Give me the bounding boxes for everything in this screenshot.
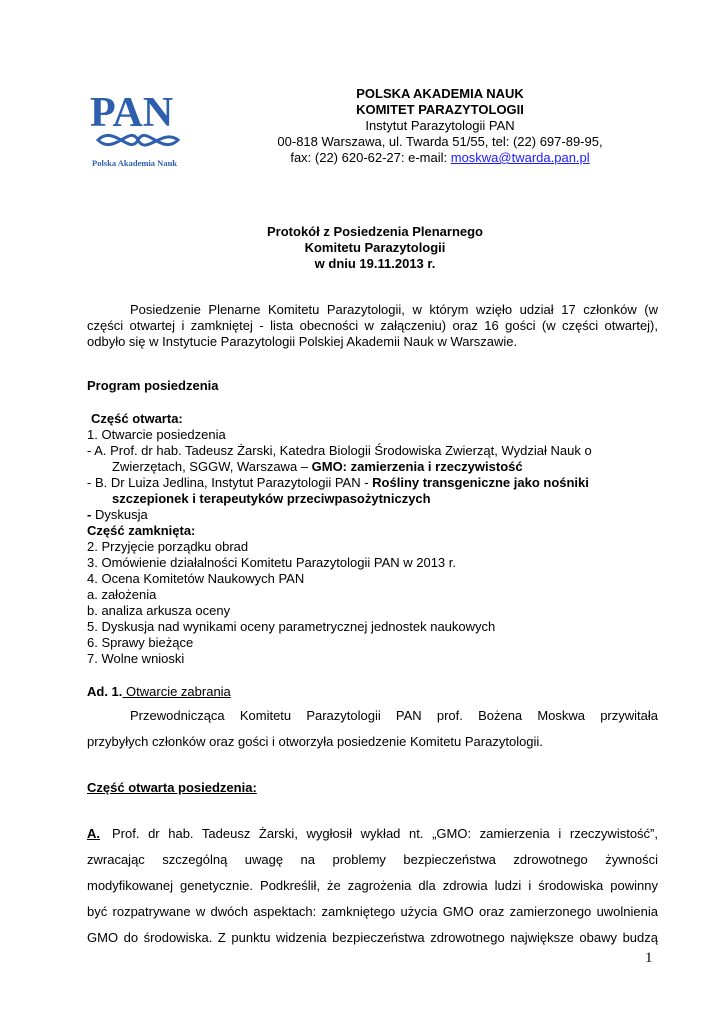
program-item-a: - A. Prof. dr hab. Tadeusz Żarski, Katedra Biologii Środowiska Zwierząt, Wydział Nauk o: [87, 443, 592, 458]
program-item-a-affil: Zwierzętach, SGGW, Warszawa –: [112, 459, 312, 474]
ad1-line-2: przybyłych członków oraz gości i otworzyła posiedzenie Komitetu Parazytologii.: [87, 734, 543, 749]
program-item-a-cont: [112, 459, 523, 475]
pan-logo: [86, 84, 186, 174]
program-item-1: 1. Otwarcie posiedzenia: [87, 427, 226, 442]
program-item-b-cont: szczepionek i terapeutyków przeciwpasożytniczych: [112, 491, 431, 506]
discussion-dash: -: [87, 507, 95, 522]
intro-line-2: części otwartej i zamkniętej - lista obecności w załączeniu) oraz 16 gości (w części otwartej),: [87, 318, 658, 333]
intro-line-1: Posiedzenie Plenarne Komitetu Parazytologii, w którym wzięło udział 17 członków (w: [130, 302, 658, 317]
program-item-4a: a. założenia: [87, 587, 157, 602]
header-contact: [200, 150, 680, 166]
page-number: 1: [645, 950, 653, 966]
ad1-line-1: Przewodnicząca Komitetu Parazytologii PAN prof. Bożena Moskwa przywitała: [130, 708, 658, 723]
closed-part-heading: Część zamknięta:: [87, 523, 196, 538]
header-fax: fax: (22) 620-62-27: e-mail:: [290, 150, 451, 165]
section-a-line-4: być rozpatrywane w dwóch aspektach: zamkniętego użycia GMO oraz zamierzonego uwolnienia: [87, 904, 658, 919]
open-part-heading: Część otwarta:: [91, 411, 183, 426]
program-item-2: 2. Przyjęcie porządku obrad: [87, 539, 249, 554]
program-item-b-speaker: - B. Dr Luiza Jedlina, Instytut Parazytologii PAN -: [87, 475, 373, 490]
program-item-3: 3. Omówienie działalności Komitetu Parazytologii PAN w 2013 r.: [87, 555, 456, 570]
doc-title-date: w dniu 19.11.2013 r.: [314, 256, 436, 271]
program-item-b: [87, 475, 589, 491]
logo-text: PAN: [90, 90, 174, 136]
program-discussion: [87, 507, 148, 523]
ad1-label: Ad. 1.: [87, 684, 123, 699]
section-a-line-5: GMO do środowiska. Z punktu widzenia bezpieczeństwa zdrowotnego największe obawy budzą: [87, 930, 658, 945]
discussion-label: Dyskusja: [94, 507, 148, 522]
program-heading: Program posiedzenia: [87, 378, 219, 393]
email-link[interactable]: moskwa@twarda.pan.pl: [450, 150, 590, 165]
section-a-line-1: Prof. dr hab. Tadeusz Żarski, wygłosił wykład nt. „GMO: zamierzenia i rzeczywistość”,: [112, 826, 658, 841]
header-academy: POLSKA AKADEMIA NAUK: [356, 86, 524, 101]
header-institute: Instytut Parazytologii PAN: [365, 118, 515, 133]
section-a-line-2: zwracając szczególną uwagę na problemy bezpieczeństwa zdrowotnego żywności: [87, 852, 658, 867]
program-item-6: 6. Sprawy bieżące: [87, 635, 194, 650]
program-item-7: 7. Wolne wnioski: [87, 651, 185, 666]
program-item-a-topic: GMO: zamierzenia i rzeczywistość: [311, 459, 523, 474]
logo-caption: Polska Akademia Nauk: [92, 158, 178, 168]
intro-line-3: odbyło się w Instytucie Parazytologii Polskiej Akademii Nauk w Warszawie.: [87, 334, 518, 349]
open-part-section-heading: Część otwarta posiedzenia:: [87, 780, 257, 795]
ad1-heading: [87, 684, 231, 700]
program-item-4: 4. Ocena Komitetów Naukowych PAN: [87, 571, 305, 586]
program-item-5: 5. Dyskusja nad wynikami oceny parametrycznej jednostek naukowych: [87, 619, 496, 634]
header-committee: KOMITET PARAZYTOLOGII: [356, 102, 524, 117]
ad1-title: Otwarcie zabrania: [122, 684, 231, 699]
section-a-line-3: modyfikowanej genetycznie. Podkreślił, że zagrożenia dla zdrowia ludzi i środowiska powinny: [87, 878, 658, 893]
program-item-b-topic: Rośliny transgeniczne jako nośniki: [372, 475, 589, 490]
doc-title-committee: Komitetu Parazytologii: [304, 240, 446, 255]
section-a-label: A.: [87, 826, 100, 841]
pan-logo-graphic: [86, 84, 186, 174]
infinity-emblem: [98, 135, 178, 145]
program-item-4b: b. analiza arkusza oceny: [87, 603, 231, 618]
header-address: 00-818 Warszawa, ul. Twarda 51/55, tel: (22) 697-89-95,: [277, 134, 603, 149]
doc-title: Protokół z Posiedzenia Plenarnego: [267, 224, 483, 239]
